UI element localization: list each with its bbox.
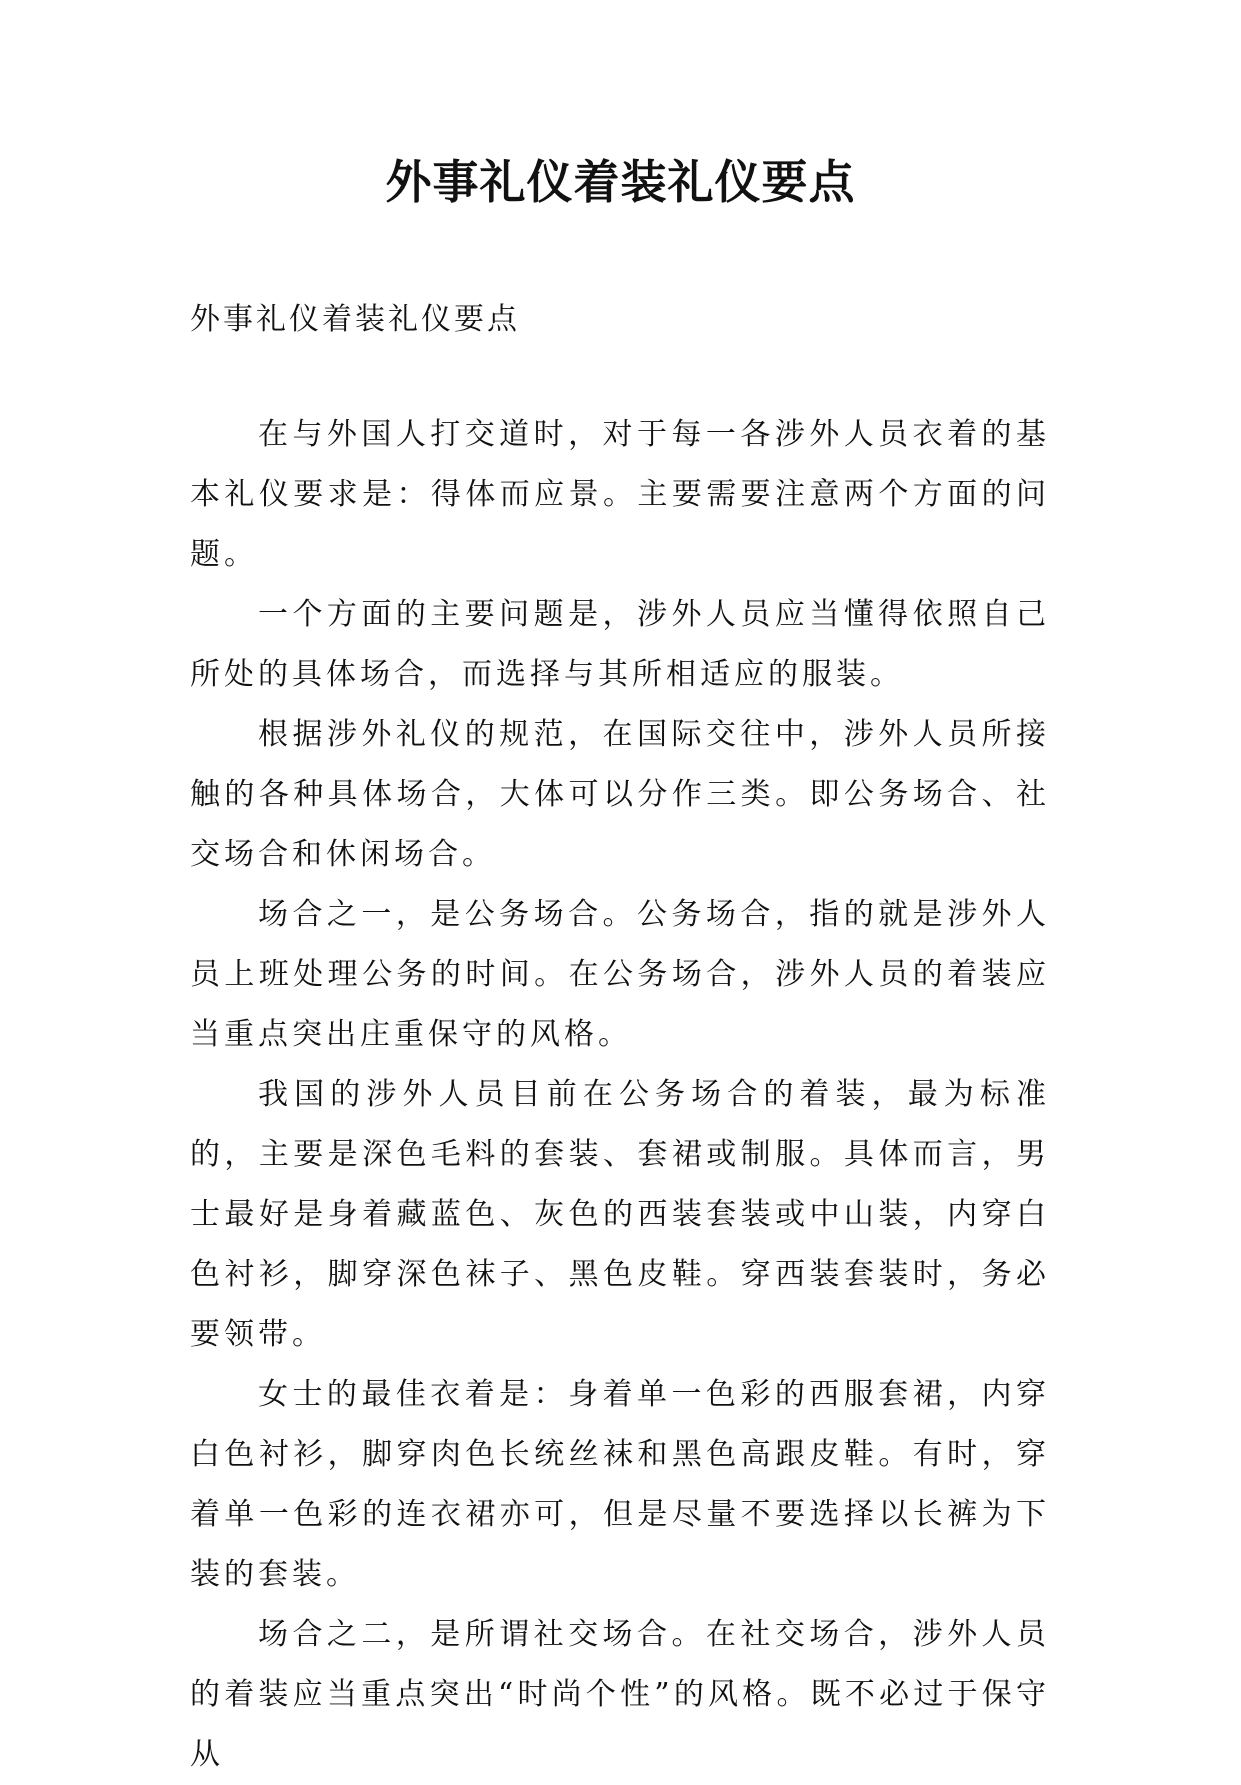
paragraph: 我国的涉外人员目前在公务场合的着装，最为标准的，主要是深色毛料的套装、套裙或制服。具体而言，男士最好是身着藏蓝色、灰色的西装套装或中山装，内穿白色衬衫，脚穿深色袜子、黑色皮鞋。穿西装套装时，务必要领带。 — [190, 1077, 1050, 1352]
document-title: 外事礼仪着装礼仪要点 — [385, 155, 856, 209]
paragraph: 女士的最佳衣着是：身着单一色彩的西服套裙，内穿白色衬衫，脚穿肉色长统丝袜和黑色高跟皮鞋。有时，穿着单一色彩的连衣裙亦可，但是尽量不要选择以长裤为下装的套装。 — [190, 1377, 1050, 1592]
paragraph: 在与外国人打交道时，对于每一各涉外人员衣着的基本礼仪要求是：得体而应景。主要需要注意两个方面的问题。 — [190, 417, 1050, 572]
paragraph: 一个方面的主要问题是，涉外人员应当懂得依照自己所处的具体场合，而选择与其所相适应的服装。 — [190, 597, 1050, 692]
document-body — [190, 405, 1050, 1785]
paragraph: 场合之二，是所谓社交场合。在社交场合，涉外人员的着装应当重点突出“时尚个性”的风格。既不必过于保守从 — [190, 1617, 1050, 1772]
document-subtitle: 外事礼仪着装礼仪要点 — [190, 302, 520, 337]
paragraph: 场合之一，是公务场合。公务场合，指的就是涉外人员上班处理公务的时间。在公务场合，涉外人员的着装应当重点突出庄重保守的风格。 — [190, 897, 1050, 1052]
paragraph: 根据涉外礼仪的规范，在国际交往中，涉外人员所接触的各种具体场合，大体可以分作三类。即公务场合、社交场合和休闲场合。 — [190, 717, 1050, 872]
